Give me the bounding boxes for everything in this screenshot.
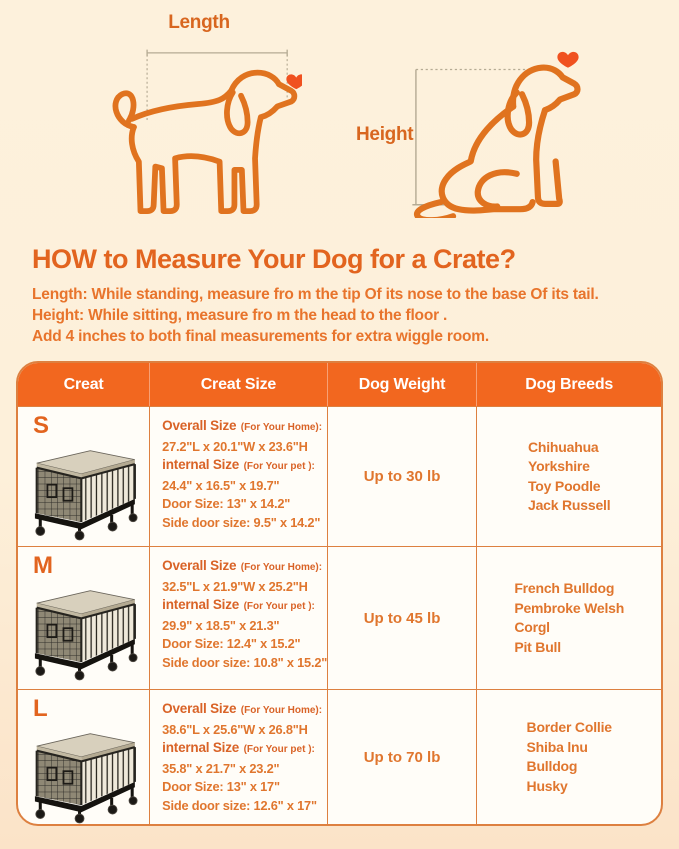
crate-image [26, 579, 142, 681]
internal-size-value: 24.4" x 16.5" x 19.7" [162, 477, 280, 493]
overall-size-label: Overall Size [162, 701, 237, 716]
overall-size-label: Overall Size [162, 558, 237, 573]
breed-item: Husky [526, 777, 568, 794]
internal-size-label: internal Size [162, 597, 240, 612]
door-size: Door Size: 12.4" x 15.2" [162, 636, 301, 651]
standing-dog-illustration [96, 36, 302, 228]
internal-size-value: 29.9" x 18.5" x 21.3" [162, 617, 280, 633]
internal-size-label: internal Size [162, 740, 240, 755]
weight-value: Up to 45 lb [363, 609, 441, 627]
internal-size-label: internal Size [162, 457, 240, 472]
overall-size-value: 27.2"L x 20.1"W x 23.6"H [162, 438, 308, 454]
internal-size-note: (For Your pet ): [243, 461, 315, 472]
internal-size-value: 35.8" x 21.7" x 23.2" [162, 760, 280, 776]
breed-item: Border Collie [526, 719, 612, 735]
breed-item: Corgl [514, 619, 550, 635]
breed-item: Yorkshire [527, 458, 590, 474]
crate-image [26, 722, 142, 824]
weight-cell [327, 407, 477, 546]
overall-size-value: 38.6"L x 25.6"W x 26.8"H [162, 721, 308, 737]
header-dog-weight: Dog Weight [327, 363, 477, 406]
height-label: Height [356, 123, 414, 145]
breed-item: Toy Poodle [527, 477, 601, 494]
table-row [18, 546, 661, 689]
breed-item: Pembroke Welsh [514, 599, 625, 616]
breeds-list [528, 438, 610, 516]
measuring-diagram-section [0, 0, 679, 238]
size-cell [149, 690, 326, 824]
weight-cell [327, 547, 477, 689]
heart-icon [557, 52, 578, 68]
instruction-length: Length: While standing, measure fro m the tip Of its nose to the base Of its tail. [32, 286, 599, 303]
instruction-height: Height: While sitting, measure fro m the head to the floor . [32, 307, 448, 324]
breeds-cell [476, 547, 661, 689]
instruction-wiggle-room: Add 4 inches to both final measurements for extra wiggle room. [32, 328, 489, 345]
overall-size-note: (For Your Home): [240, 705, 323, 716]
table-header-row [18, 363, 661, 406]
door-size: Door Size: 13" x 17" [162, 779, 280, 794]
breed-item: Shiba lnu [526, 738, 588, 755]
crate-cell [18, 547, 149, 689]
table-row [18, 689, 661, 824]
breed-item: French Bulldog [514, 580, 615, 596]
breed-item: Jack Russell [527, 497, 611, 513]
internal-size-note: (For Your pet ): [243, 744, 315, 755]
weight-cell [327, 690, 477, 824]
overall-size-note: (For Your Home): [240, 422, 323, 433]
door-size: Door Size: 13" x 14.2" [162, 496, 291, 511]
standing-dog-figure [96, 12, 302, 228]
crate-size-table [16, 361, 663, 826]
overall-size-label: Overall Size [162, 418, 237, 433]
instructions [32, 284, 679, 347]
breed-item: Bulldog [526, 758, 578, 774]
breeds-list [527, 718, 612, 796]
side-door-size: Side door size: 10.8" x 15.2" [162, 654, 328, 670]
breeds-list [514, 579, 624, 657]
sitting-dog-figure [356, 50, 586, 218]
side-door-size: Side door size: 9.5" x 14.2" [162, 514, 321, 530]
header-dog-breeds: Dog Breeds [476, 363, 661, 406]
overall-size-value: 32.5"L x 21.9"W x 25.2"H [162, 578, 308, 594]
page-title: HOW to Measure Your Dog for a Crate? [32, 244, 516, 274]
weight-value: Up to 70 lb [363, 748, 441, 766]
breed-item: Pit Bull [514, 638, 561, 655]
internal-size-note: (For Your pet ): [243, 601, 315, 612]
crate-cell [18, 407, 149, 546]
header-creat: Creat [63, 375, 104, 393]
size-letter: S [33, 412, 50, 439]
weight-value: Up to 30 lb [363, 468, 441, 485]
overall-size-note: (For Your Home): [240, 562, 323, 573]
breeds-cell [476, 690, 661, 824]
size-letter: L [33, 695, 48, 722]
crate-image [26, 439, 142, 541]
breed-item: Chihuahua [527, 438, 599, 455]
table-row [18, 406, 661, 546]
size-cell [149, 407, 326, 546]
length-label: Length [168, 12, 230, 33]
size-letter: M [33, 552, 53, 579]
breeds-cell [476, 407, 661, 546]
size-cell [149, 547, 326, 689]
crate-cell [18, 690, 149, 824]
header-creat-size: Creat Size [149, 363, 326, 406]
side-door-size: Side door size: 12.6" x 17" [162, 797, 317, 813]
